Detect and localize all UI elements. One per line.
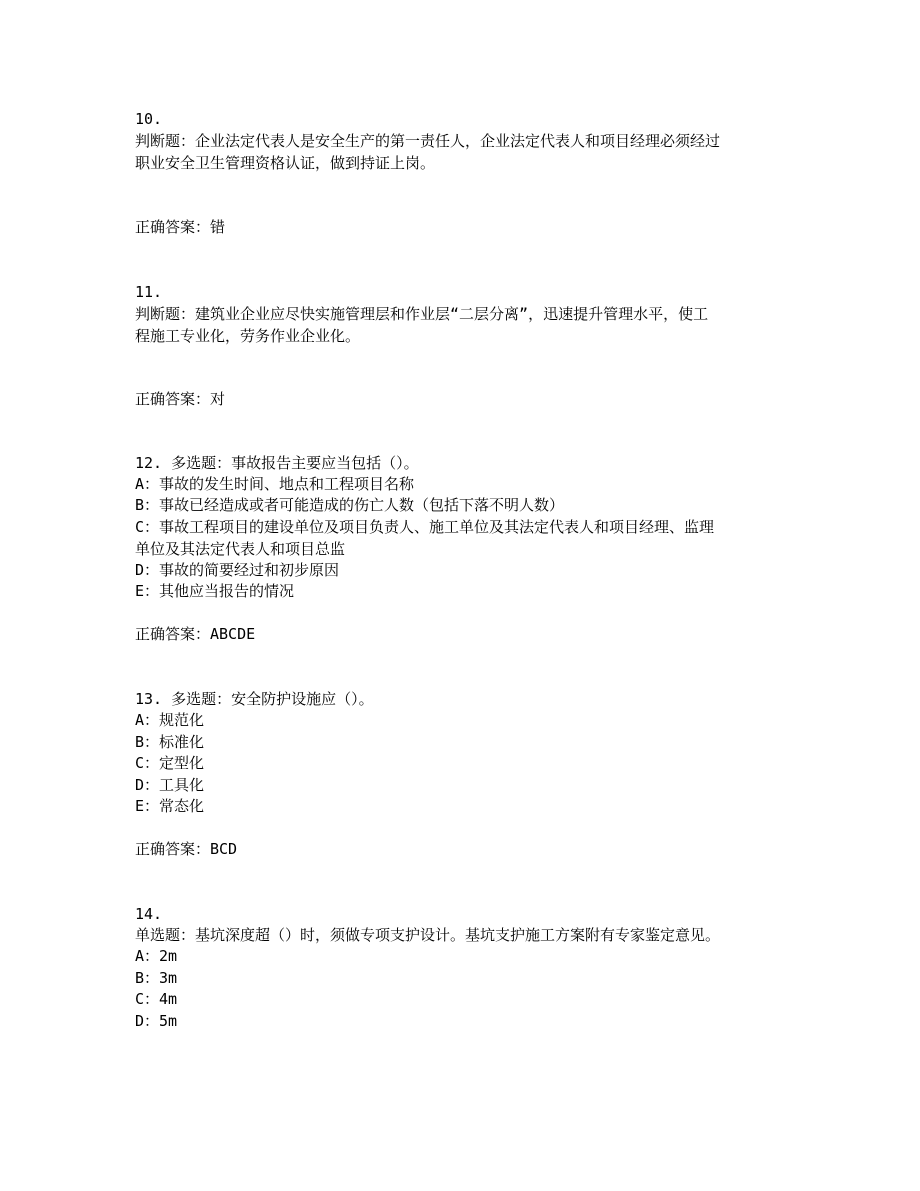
q13-option-e: E：常态化 <box>135 797 205 815</box>
q11-stem-line1: 判断题：建筑业企业应尽快实施管理层和作业层“二层分离”，迅速提升管理水平，使工 <box>135 305 709 323</box>
q11-number: 11. <box>135 283 163 301</box>
q13-option-d: D：工具化 <box>135 776 205 794</box>
q14-option-a: A：2m <box>135 947 178 965</box>
q12-option-a: A：事故的发生时间、地点和工程项目名称 <box>135 475 415 493</box>
q14-option-b: B：3m <box>135 969 178 987</box>
q11-stem-line2: 程施工专业化，劳务作业企业化。 <box>135 327 361 345</box>
q10-stem-line1: 判断题：企业法定代表人是安全生产的第一责任人，企业法定代表人和项目经理必须经过 <box>135 132 721 150</box>
q12-stem: 12. 多选题：事故报告主要应当包括（）。 <box>135 454 419 472</box>
q12-option-b: B：事故已经造成或者可能造成的伤亡人数（包括下落不明人数） <box>135 496 565 514</box>
q12-answer: 正确答案：ABCDE <box>135 625 256 643</box>
q10-number: 10. <box>135 110 163 128</box>
q10-stem-line2: 职业安全卫生管理资格认证，做到持证上岗。 <box>135 154 436 172</box>
q13-option-c: C：定型化 <box>135 754 205 772</box>
q12-option-d: D：事故的简要经过和初步原因 <box>135 561 340 579</box>
q10-answer: 正确答案：错 <box>135 218 226 236</box>
q14-stem: 单选题：基坑深度超（）时，须做专项支护设计。基坑支护施工方案附有专家鉴定意见。 <box>135 926 721 944</box>
q13-option-a: A：规范化 <box>135 711 205 729</box>
q14-option-d: D：5m <box>135 1012 178 1030</box>
q13-answer: 正确答案：BCD <box>135 840 238 858</box>
q12-option-e: E：其他应当报告的情况 <box>135 582 295 600</box>
q12-option-c: C：事故工程项目的建设单位及项目负责人、施工单位及其法定代表人和项目经理、监理 <box>135 518 715 536</box>
q12-option-c-cont: 单位及其法定代表人和项目总监 <box>135 540 346 558</box>
q14-number: 14. <box>135 905 163 923</box>
q11-answer: 正确答案：对 <box>135 390 226 408</box>
q14-option-c: C：4m <box>135 990 178 1008</box>
q13-option-b: B：标准化 <box>135 733 205 751</box>
q13-stem: 13. 多选题：安全防护设施应（）。 <box>135 690 374 708</box>
